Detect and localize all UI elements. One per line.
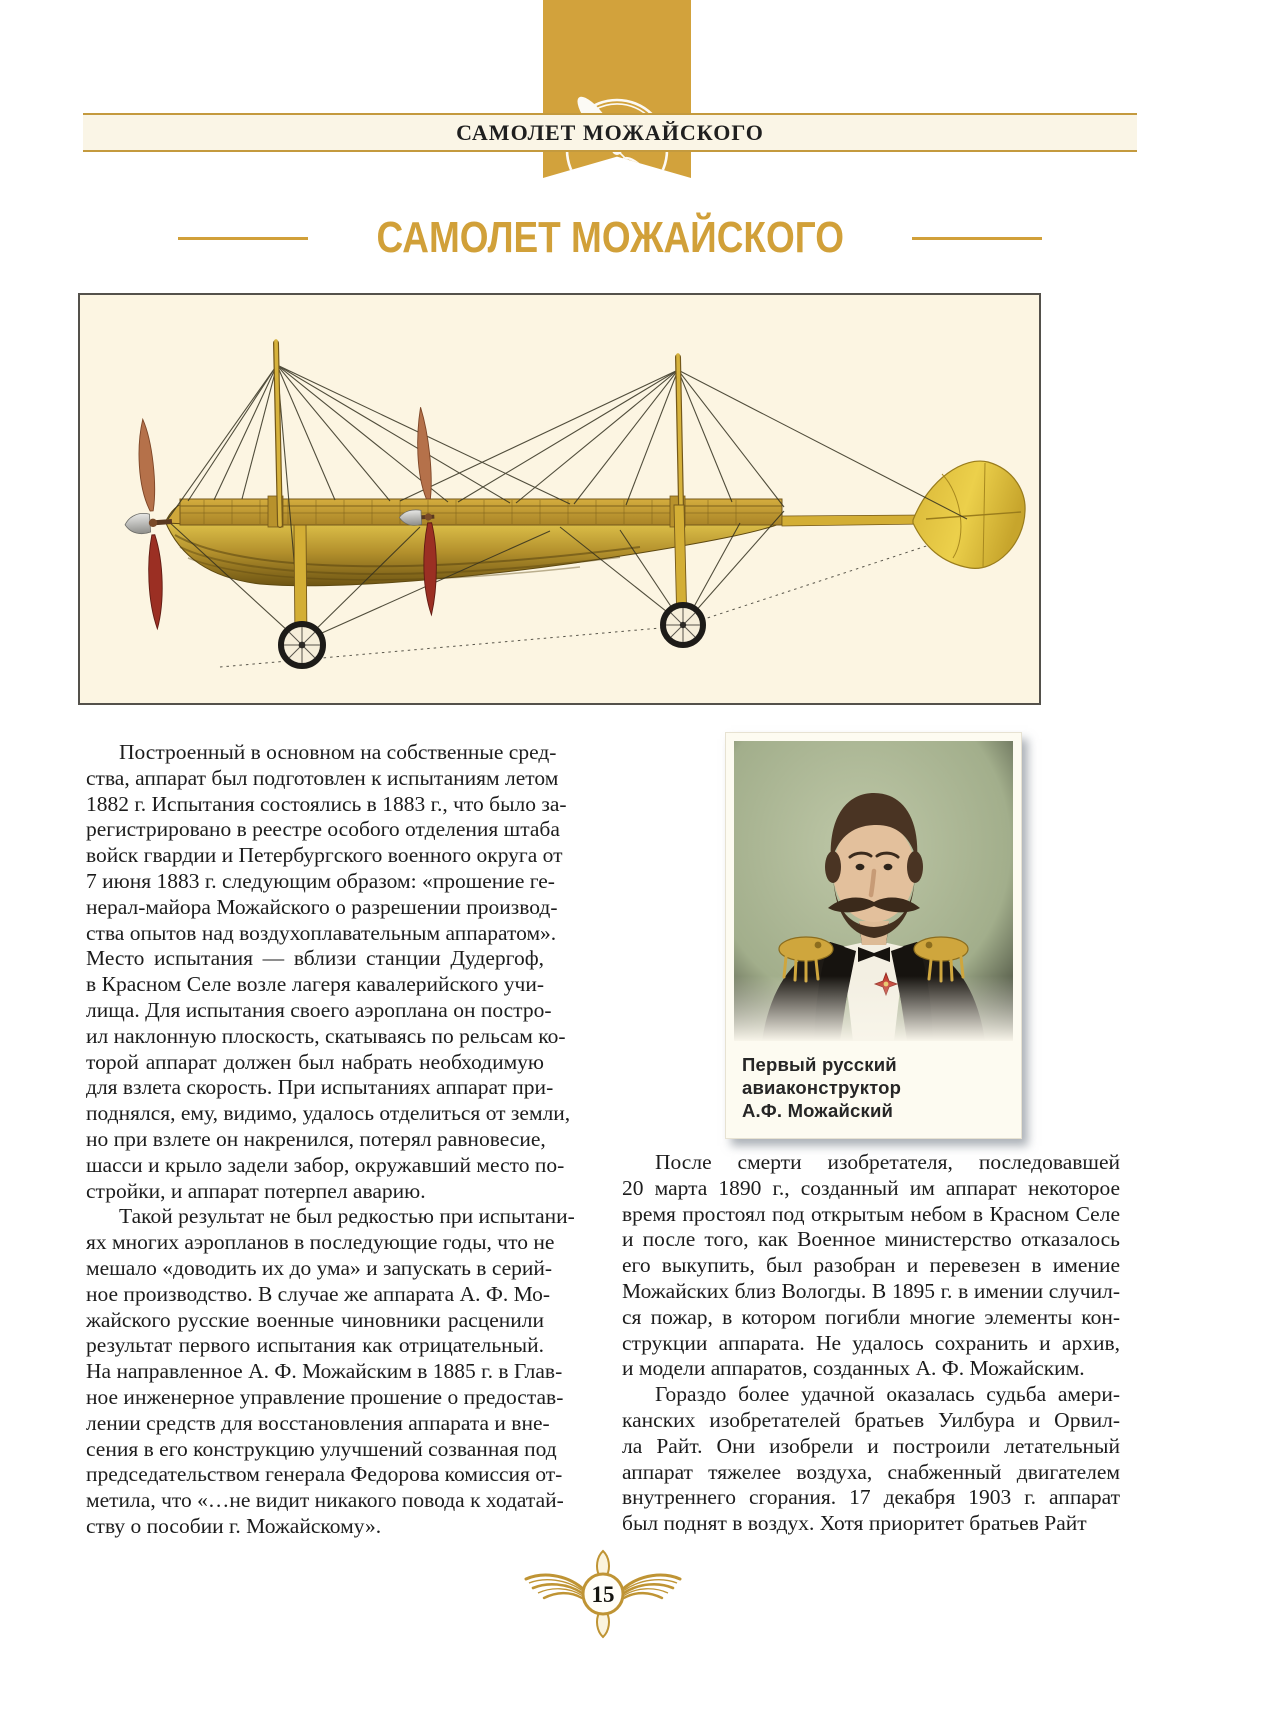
text-line: Построенный в основном на собственные сред- [119, 740, 557, 764]
text-line: ное инженерное управление прошение о предостав- [86, 1384, 564, 1409]
text-line: его выкупить, был разобран и перевезен в имение [622, 1253, 1120, 1278]
text-line: ное производство. В случае же аппарата А. Ф. Мо- [86, 1281, 551, 1306]
airplane-illustration [80, 295, 1039, 703]
text-line: метила, что «…не видит никакого повода к ходатай- [86, 1488, 564, 1513]
page-title: САМОЛЕТ МОЖАЙСКОГО [376, 213, 844, 262]
title-dash-right [912, 237, 1042, 240]
text-line: мешало «доводить их до ума» и запускать в серий- [86, 1255, 553, 1280]
portrait-caption-line2: А.Ф. Можайский [742, 1100, 894, 1121]
running-head-label: САМОЛЕТ МОЖАЙСКОГО [456, 119, 764, 145]
running-head-band [83, 113, 1137, 152]
page-number: 15 [591, 1582, 615, 1607]
text-line: После смерти изобретателя, последовавшей [655, 1150, 1120, 1174]
text-line: ях многих аэропланов в последующие годы, что не [86, 1230, 555, 1255]
title-dash-left [178, 237, 308, 240]
text-line: нерал-майора Можайского о разрешении производ- [86, 894, 558, 919]
paragraph [622, 1150, 1120, 1382]
text-line: Гораздо более удачной оказалась судьба амери- [655, 1382, 1120, 1407]
text-line: был поднят в воздух. Хотя приоритет братьев Райт [622, 1511, 1087, 1536]
text-line: лища. Для испытания своего аэроплана он постро- [86, 997, 552, 1022]
text-line: внутреннего сгорания. 17 декабря 1903 г. аппарат [622, 1485, 1120, 1510]
portrait-caption-line1: Первый русский авиаконструктор [742, 1054, 902, 1098]
text-line: для взлета скорость. При испытаниях аппарат при- [86, 1075, 554, 1100]
text-line: лении средств для восстановления аппарата и вне- [86, 1410, 550, 1435]
text-line: поднялся, ему, видимо, удалось отделиться от земли, [86, 1101, 571, 1126]
winged-propeller-icon [523, 1548, 683, 1640]
text-line: жайского русские военные чиновники расценили [86, 1307, 544, 1332]
chapter-title-row [83, 210, 1137, 266]
text-line: в Красном Селе возле лагеря кавалерийского учи- [86, 972, 544, 997]
paragraph [86, 740, 571, 1204]
text-line: ил наклонную плоскость, скатываясь по рельсам ко- [86, 1023, 566, 1048]
text-line: шасси и крыло задели забор, окружавший место по- [86, 1152, 565, 1177]
paragraph [86, 1204, 575, 1539]
text-line: ства опытов над воздухоплавательным аппаратом». [86, 920, 557, 945]
right-text-column [622, 1150, 1120, 1537]
text-line: Можайских близ Вологды. В 1895 г. в имении случил- [622, 1278, 1120, 1303]
text-line: На направленное А. Ф. Можайским в 1885 г. в Глав- [86, 1359, 563, 1384]
text-line: аппарат тяжелее воздуха, снабженный двигателем [622, 1459, 1120, 1484]
text-line: струкции аппарата. Не удалось сохранить и архив, [622, 1330, 1120, 1355]
text-line: канских изобретателей братьев Уилбура и Орвил- [622, 1407, 1120, 1432]
text-line: Место испытания — вблизи станции Дудергоф, [86, 946, 544, 971]
text-line: председательством генерала Федорова комиссия от- [86, 1462, 563, 1487]
text-line: войск гвардии и Петербургского военного округа от [86, 843, 563, 868]
text-line: регистрировано в реестре особого отделения штаба [86, 817, 560, 842]
text-line: 20 марта 1890 г., созданный им аппарат некоторое [622, 1175, 1120, 1200]
portrait-caption [734, 1041, 1013, 1138]
text-line: 1882 г. Испытания состоялись в 1883 г., что было за- [86, 791, 567, 816]
portrait-card [725, 732, 1022, 1139]
text-line: ла Райт. Они изобрели и построили летательный [622, 1433, 1120, 1458]
text-line: сения в его конструкцию улучшений созванная под [86, 1436, 557, 1461]
text-line: Такой результат не был редкостью при испытани- [119, 1204, 575, 1229]
page-number-emblem [523, 1548, 683, 1640]
text-line: время простоял под открытым небом в Красном Селе [622, 1201, 1120, 1226]
text-line: стройки, и аппарат потерпел аварию. [86, 1178, 426, 1203]
text-line: ству о пособии г. Можайскому». [86, 1513, 382, 1538]
text-line: и после того, как Военное министерство отказалось [622, 1227, 1120, 1252]
text-line: торой аппарат должен был набрать необходимую [86, 1049, 544, 1074]
text-line: ства, аппарат был подготовлен к испытаниям летом [86, 765, 559, 790]
airplane-figure [78, 293, 1041, 705]
text-line: ся пожар, в котором погибли многие элементы кон- [622, 1304, 1120, 1329]
text-line: 7 июня 1883 г. следующим образом: «прошение ге- [86, 868, 555, 893]
text-line: но при взлете он накренился, потерял равновесие, [86, 1126, 546, 1151]
mozhaysky-portrait [734, 741, 1013, 1041]
paragraph [622, 1382, 1120, 1537]
left-text-column [86, 740, 575, 1540]
text-line: и модели аппаратов, созданных А. Ф. Можайским. [622, 1356, 1085, 1381]
text-line: результат первого испытания как отрицательный. [86, 1333, 544, 1358]
